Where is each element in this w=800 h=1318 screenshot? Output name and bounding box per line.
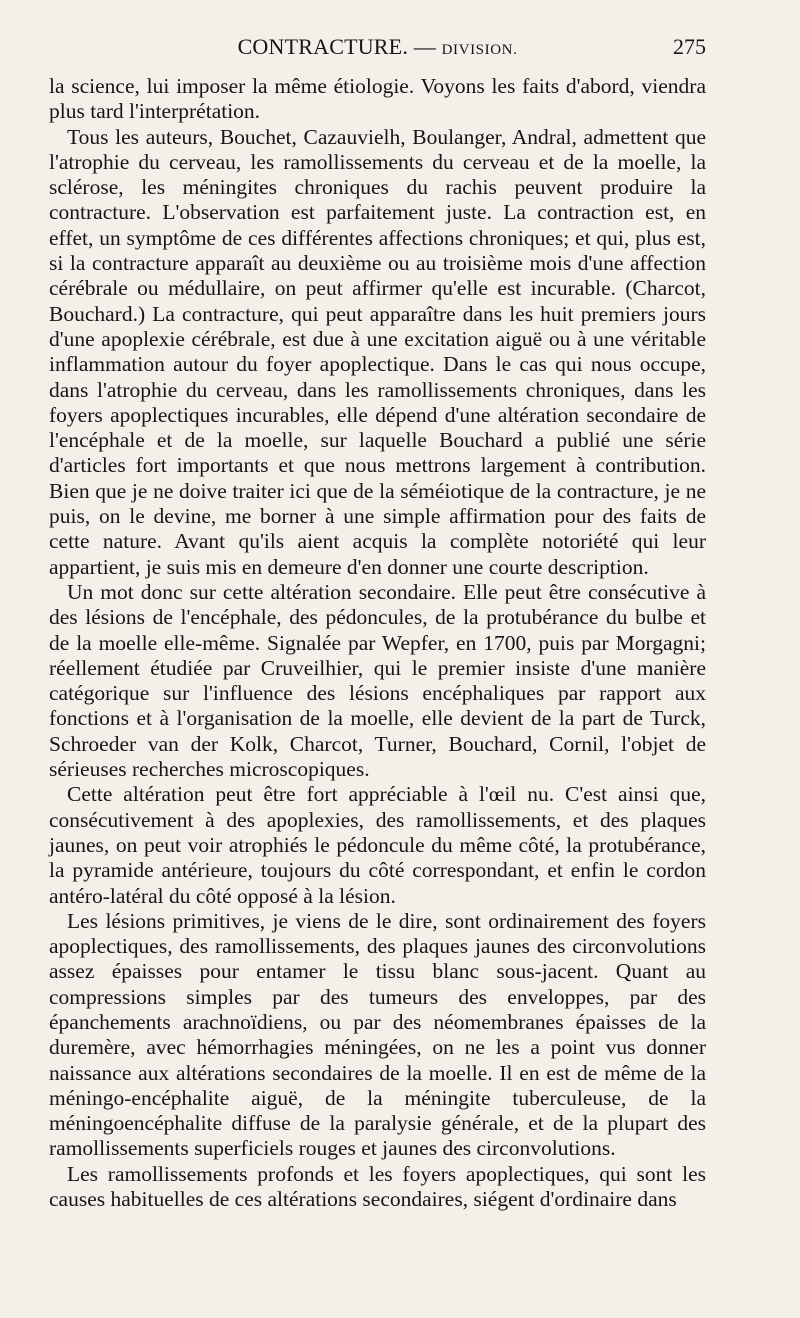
running-title-main: CONTRACTURE. — <box>237 34 442 59</box>
running-title <box>49 34 706 60</box>
paragraph-secondary-alteration: Un mot donc sur cette altération secondaire. Elle peut être consécutive à des lésions de l'encéphale, des pédoncules, de la protubérance du bulbe et de la moelle elle-même. Signalée par Wepfer, en 1700, puis par Morgagni; réellement étudiée par Cruveilhier, qui le premier insiste d'une manière catégorique sur l'influence des lésions encéphaliques par rapport aux fonctions et à l'organisation de la moelle, elle devient de la part de Turck, Schroeder van der Kolk, Charcot, Turner, Bouchard, Cornil, l'objet de sérieuses recherches microscopiques. <box>49 579 706 782</box>
paragraph-authors: Tous les auteurs, Bouchet, Cazauvielh, Boulanger, Andral, admettent que l'atrophie du cerveau, les ramollissements du cerveau et de la moelle, la sclérose, les méningites chroniques du rachis peuvent produire la contracture. L'observation est parfaitement juste. La contraction est, en effet, un symptôme de ces différentes affections chroniques; et qui, plus est, si la contracture apparaît au deuxième ou au troisième mois d'une affection cérébrale ou médullaire, on peut affirmer qu'elle est incurable. (Charcot, Bouchard.) La contracture, qui peut apparaître dans les huit premiers jours d'une apoplexie cérébrale, est due à une excitation aiguë ou à une véritable inflammation autour du foyer apoplectique. Dans le cas qui nous occupe, dans l'atrophie du cerveau, dans les ramollissements chroniques, dans les foyers apoplectiques incurables, elle dépend d'une altération secondaire de l'encéphale et de la moelle, sur laquelle Bouchard a publié une série d'articles fort importants et que nous mettrons largement à contribution. Bien que je ne doive traiter ici que de la séméiotique de la contracture, je ne puis, on le devine, me borner à une simple affirmation pour des faits de cette nature. Avant qu'ils aient acquis la complète notoriété qui leur appartient, je suis mis en demeure d'en donner une courte description. <box>49 124 706 579</box>
body-text <box>49 74 706 1212</box>
running-title-sub: DIVISION. <box>441 42 518 58</box>
paragraph-deep-softening: Les ramollissements profonds et les foyers apoplectiques, qui sont les causes habituelles de ces altérations secondaires, siégent d'ordinaire dans <box>49 1161 706 1212</box>
paragraph-primitive-lesions: Les lésions primitives, je viens de le dire, sont ordinairement des foyers apoplectiques, des ramollissements, des plaques jaunes des circonvolutions assez épaisses pour entamer le tissu blanc sous-jacent. Quant au compressions simples par des tumeurs des enveloppes, par des épanchements arachnoïdiens, ou par des néomembranes épaisses de la duremère, avec hémorrhagies méningées, on ne les a point vus donner naissance aux altérations secondaires de la moelle. Il en est de même de la méningo-encéphalite aiguë, de la méningite tuberculeuse, de la méningoencéphalite diffuse de la paralysie générale, et de la plupart des ramollissements superficiels rouges et jaunes des circonvolutions. <box>49 908 706 1161</box>
running-head <box>49 34 706 74</box>
paragraph-naked-eye: Cette altération peut être fort appréciable à l'œil nu. C'est ainsi que, consécutivement à des apoplexies, des ramollissements, et des plaques jaunes, on peut voir atrophiés le pédoncule du même côté, la protubérance, la pyramide antérieure, toujours du côté correspondant, et enfin le cordon antéro-latéral du côté opposé à la lésion. <box>49 782 706 908</box>
page-number: 275 <box>673 34 706 59</box>
paragraph-continuation: la science, lui imposer la même étiologie. Voyons les faits d'abord, viendra plus tard l'interprétation. <box>49 74 706 124</box>
